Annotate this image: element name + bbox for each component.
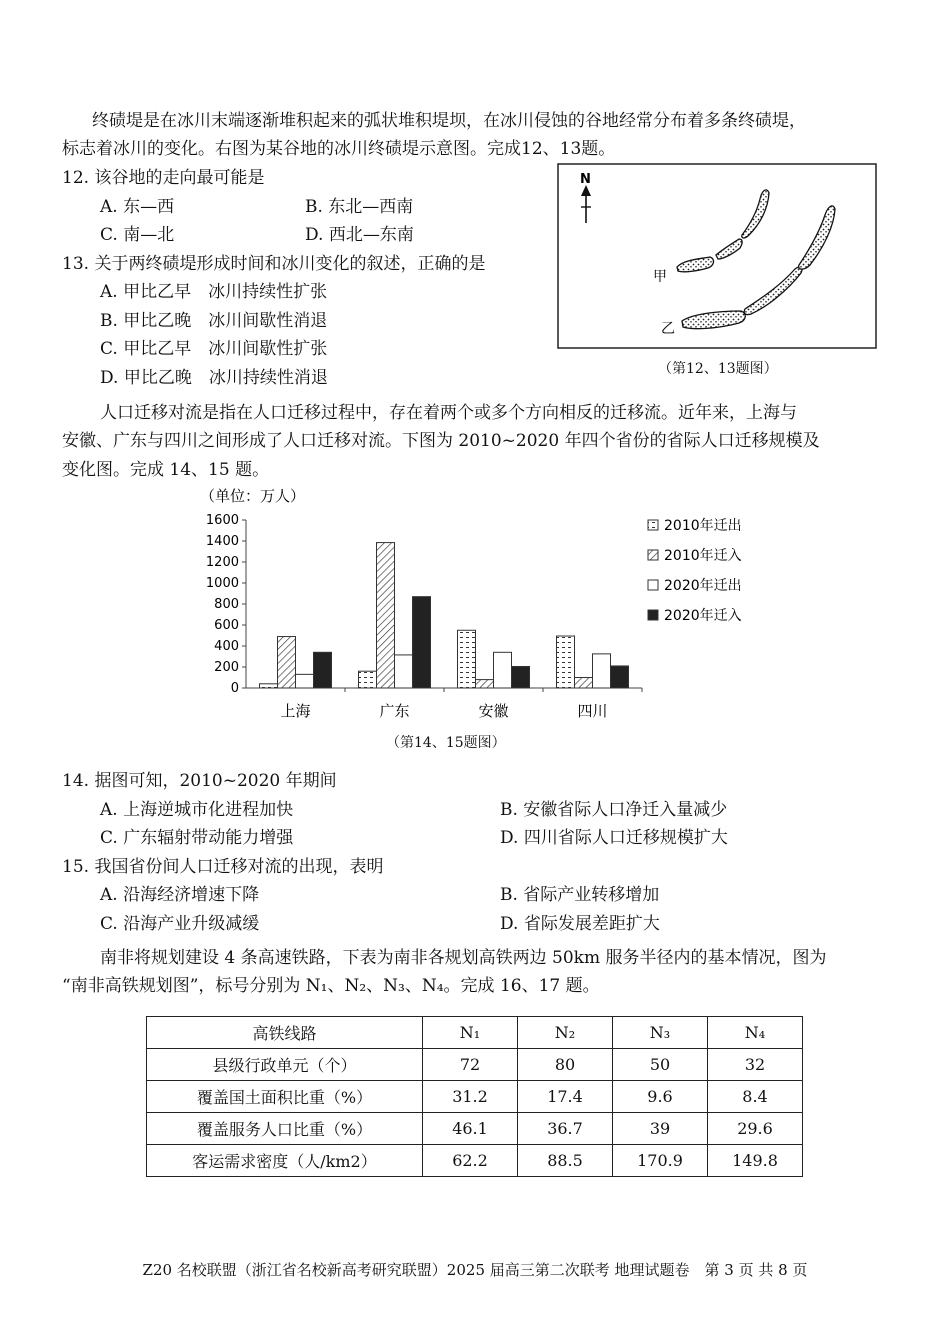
q14-option-c[interactable]: C. 广东辐射带动能力增强 xyxy=(100,828,294,848)
bar-black xyxy=(314,652,332,688)
q14-option-a[interactable]: A. 上海逆城市化进程加快 xyxy=(100,800,294,820)
table-cell: 31.2 xyxy=(423,1081,518,1113)
q12-option-c[interactable]: C. 南—北 xyxy=(100,225,175,245)
y-tick-label: 200 xyxy=(214,660,239,675)
x-category-label: 上海 xyxy=(280,702,311,720)
legend-swatch xyxy=(648,610,658,620)
y-tick-label: 800 xyxy=(214,597,239,612)
table-cell: 32 xyxy=(708,1049,803,1081)
table-cell: 36.7 xyxy=(518,1113,613,1145)
table-cell: 8.4 xyxy=(708,1081,803,1113)
q13-option-c[interactable]: C. 甲比乙早 冰川间歇性扩张 xyxy=(100,339,328,359)
q14-option-b[interactable]: B. 安徽省际人口净迁入量减少 xyxy=(500,800,728,820)
legend-label: 2020年迁出 xyxy=(664,578,742,594)
bar-white xyxy=(296,674,314,688)
table-header-cell: 高铁线路 xyxy=(147,1017,423,1049)
chart-legend xyxy=(648,517,742,624)
y-tick-label: 600 xyxy=(214,618,239,633)
bar-hatch xyxy=(476,680,494,688)
table-row xyxy=(147,1049,803,1081)
chart-unit-label: （单位：万人） xyxy=(200,487,306,505)
label-yi: 乙 xyxy=(661,321,675,337)
bar-white xyxy=(494,652,512,688)
table-cell: 客运需求密度（人/km2） xyxy=(147,1145,423,1177)
table-cell: 县级行政单元（个） xyxy=(147,1049,423,1081)
x-category-label: 安徽 xyxy=(478,702,509,720)
q15-option-c[interactable]: C. 沿海产业升级减缓 xyxy=(100,914,260,934)
table-row xyxy=(147,1145,803,1177)
intro1-line2: 标志着冰川的变化。右图为某谷地的冰川终碛堤示意图。完成12、13题。 xyxy=(62,139,616,159)
table-row xyxy=(147,1113,803,1145)
q15-option-a[interactable]: A. 沿海经济增速下降 xyxy=(100,885,260,905)
y-tick-label: 1600 xyxy=(205,513,239,528)
q13-option-a[interactable]: A. 甲比乙早 冰川持续性扩张 xyxy=(100,282,328,302)
table-cell: 88.5 xyxy=(518,1145,613,1177)
migration-bar-chart xyxy=(178,480,778,730)
y-tick-label: 400 xyxy=(214,639,239,654)
table-header-cell: N₃ xyxy=(613,1017,708,1049)
table-header-cell: N₄ xyxy=(708,1017,803,1049)
y-tick-label: 0 xyxy=(230,681,239,696)
y-tick-label: 1400 xyxy=(205,534,239,549)
intro3-line2: “南非高铁规划图”，标号分别为 N₁、N₂、N₃、N₄。完成 16、17 题。 xyxy=(62,976,600,996)
q12-option-a[interactable]: A. 东—西 xyxy=(100,197,175,217)
table-cell: 170.9 xyxy=(613,1145,708,1177)
intro3-line1: 南非将规划建设 4 条高速铁路，下表为南非各规划高铁两边 50km 服务半径内的基本情况，图为 xyxy=(100,948,827,968)
q15-option-b[interactable]: B. 省际产业转移增加 xyxy=(500,885,660,905)
q15-option-d[interactable]: D. 省际发展差距扩大 xyxy=(500,914,660,934)
table-header-cell: N₁ xyxy=(423,1017,518,1049)
y-tick-label: 1200 xyxy=(205,555,239,570)
table-row xyxy=(147,1081,803,1113)
north-label: N xyxy=(580,172,591,187)
legend-swatch xyxy=(648,550,658,560)
bar-dots xyxy=(359,671,377,688)
legend-label: 2020年迁入 xyxy=(664,608,742,624)
table-cell: 39 xyxy=(613,1113,708,1145)
q14-stem: 14. 据图可知，2010~2020 年期间 xyxy=(62,771,337,791)
bar-white xyxy=(593,654,611,688)
table-cell: 149.8 xyxy=(708,1145,803,1177)
q13-option-d[interactable]: D. 甲比乙晚 冰川持续性消退 xyxy=(100,368,328,388)
legend-label: 2010年迁出 xyxy=(664,518,742,534)
legend-swatch xyxy=(648,520,658,530)
intro2-line2: 安徽、广东与四川之间形成了人口迁移对流。下图为 2010~2020 年四个省份的省际人口迁移规模及 xyxy=(62,431,820,451)
intro1-line1: 终碛堤是在冰川末端逐渐堆积起来的弧状堆积堤坝，在冰川侵蚀的谷地经常分布着多条终碛堤， xyxy=(92,111,806,131)
bar-black xyxy=(611,666,629,688)
bar-dots xyxy=(557,636,575,688)
label-jia: 甲 xyxy=(653,269,667,285)
legend-label: 2010年迁入 xyxy=(664,548,742,564)
table-cell: 80 xyxy=(518,1049,613,1081)
bar-white xyxy=(395,655,413,688)
railway-table xyxy=(146,1016,803,1177)
moraine-caption: （第12、13题图） xyxy=(658,361,778,377)
bar-hatch xyxy=(278,637,296,688)
table-header-cell: N₂ xyxy=(518,1017,613,1049)
q15-stem: 15. 我国省份间人口迁移对流的出现，表明 xyxy=(62,857,384,877)
q13-option-b[interactable]: B. 甲比乙晚 冰川间歇性消退 xyxy=(100,311,328,331)
intro2-line1: 人口迁移对流是指在人口迁移过程中，存在着两个或多个方向相反的迁移流。近年来，上海与 xyxy=(100,403,797,423)
table-cell: 46.1 xyxy=(423,1113,518,1145)
x-category-label: 四川 xyxy=(577,702,608,720)
table-cell: 62.2 xyxy=(423,1145,518,1177)
plot-area xyxy=(206,513,642,720)
page-footer: Z20 名校联盟（浙江省名校新高考研究联盟）2025 届高三第二次联考 地理试题卷 第 3 页 共 8 页 xyxy=(142,1261,808,1279)
table-cell: 覆盖服务人口比重（%） xyxy=(147,1113,423,1145)
intro2-line3: 变化图。完成 14、15 题。 xyxy=(62,460,270,480)
table-header-row xyxy=(147,1017,803,1049)
moraine-figure xyxy=(557,163,877,349)
x-category-label: 广东 xyxy=(379,702,410,720)
table-cell: 29.6 xyxy=(708,1113,803,1145)
q12-stem: 12. 该谷地的走向最可能是 xyxy=(62,168,265,188)
q12-option-b[interactable]: B. 东北—西南 xyxy=(305,197,414,217)
q12-option-d[interactable]: D. 西北—东南 xyxy=(305,225,414,245)
table-cell: 50 xyxy=(613,1049,708,1081)
bar-dots xyxy=(458,630,476,688)
bar-black xyxy=(512,666,530,688)
q14-option-d[interactable]: D. 四川省际人口迁移规模扩大 xyxy=(500,828,728,848)
q13-stem: 13. 关于两终碛堤形成时间和冰川变化的叙述，正确的是 xyxy=(62,254,486,274)
table-cell: 覆盖国土面积比重（%） xyxy=(147,1081,423,1113)
table-cell: 72 xyxy=(423,1049,518,1081)
bar-black xyxy=(413,597,431,688)
bar-hatch xyxy=(377,543,395,688)
bar-dots xyxy=(260,684,278,688)
legend-swatch xyxy=(648,580,658,590)
chart-caption: （第14、15题图） xyxy=(386,735,506,751)
table-cell: 17.4 xyxy=(518,1081,613,1113)
table-cell: 9.6 xyxy=(613,1081,708,1113)
y-tick-label: 1000 xyxy=(205,576,239,591)
bar-hatch xyxy=(575,678,593,689)
